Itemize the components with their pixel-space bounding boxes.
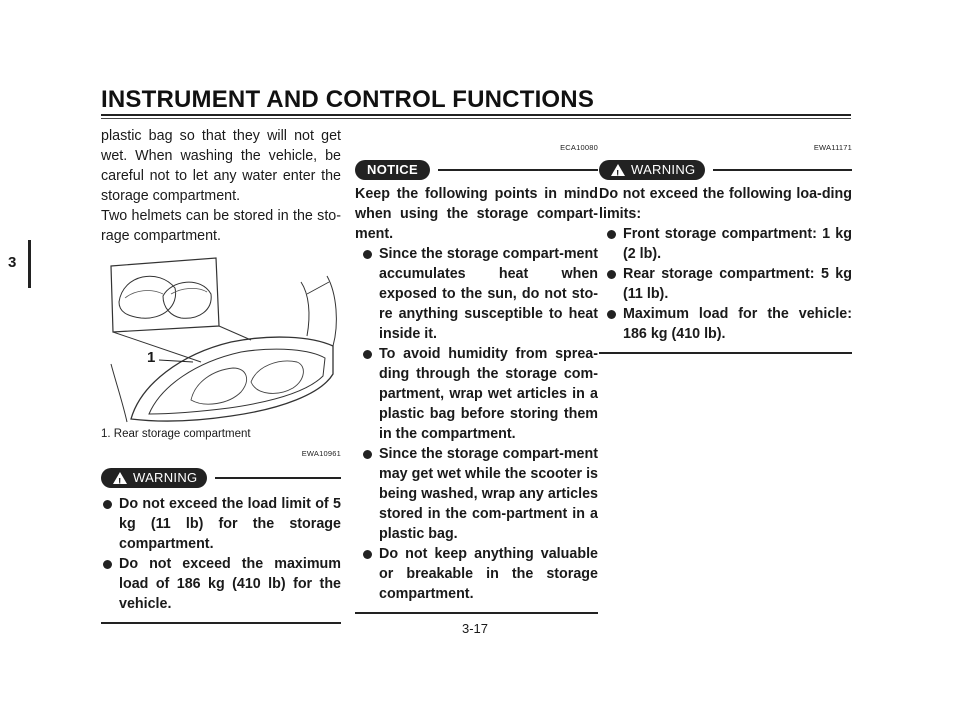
list-item: Do not exceed the load limit of 5 kg (11 lb) for the storage compartment. xyxy=(101,494,341,554)
warning-header xyxy=(101,466,341,490)
page-title: INSTRUMENT AND CONTROL FUNCTIONS xyxy=(101,86,595,113)
warning-triangle-icon xyxy=(113,472,127,484)
notice-label: NOTICE xyxy=(355,160,430,180)
loading-limits-list xyxy=(605,224,852,344)
warning-badge xyxy=(599,160,705,180)
body-paragraph: Two helmets can be stored in the sto-rage compartment. xyxy=(101,208,341,244)
warning-code: EWA10961 xyxy=(301,449,341,458)
list-item: Do not exceed the maximum load of 186 kg (410 lb) for the vehicle. xyxy=(101,554,341,614)
warning-intro: Do not exceed the following loa-ding limits: xyxy=(599,186,852,222)
warning-rule xyxy=(215,477,341,479)
body-paragraph: plastic bag so that they will not get wet. When washing the vehicle, be careful not to let any water enter the storage compartment. xyxy=(101,128,341,204)
list-item: Rear storage compartment: 5 kg (11 lb). xyxy=(605,264,852,304)
warning-header xyxy=(599,158,852,182)
list-item: To avoid humidity from sprea-ding through the storage com-partment, wrap wet articles in a plastic bag before storing them in the compartment. xyxy=(361,344,598,444)
chapter-tab xyxy=(0,240,31,288)
middle-column xyxy=(355,138,598,614)
warning-triangle-icon xyxy=(611,164,625,176)
storage-compartment-figure xyxy=(101,254,341,424)
warning-list xyxy=(101,494,341,614)
page-number: 3-17 xyxy=(462,621,489,636)
notice-intro: Keep the following points in mind when using the storage compart-ment. xyxy=(355,186,598,242)
notice-rule xyxy=(438,169,598,171)
list-item: Since the storage compart-ment may get wet while the scooter is being washed, wrap any articles stored in the com-partment in a plastic bag. xyxy=(361,444,598,544)
header-rule xyxy=(101,114,851,116)
warning-end-rule xyxy=(101,622,341,624)
figure-caption: 1. Rear storage compartment xyxy=(101,428,251,440)
storage-compartment-illustration xyxy=(101,254,341,424)
left-column xyxy=(101,126,341,624)
warning-label: WARNING xyxy=(631,162,696,177)
notice-header xyxy=(355,158,598,182)
header-rule-thin xyxy=(101,118,851,119)
list-item: Since the storage compart-ment accumulates heat when exposed to the sun, do not sto-re anything susceptible to heat inside it. xyxy=(361,244,598,344)
list-item: Maximum load for the vehicle: 186 kg (410 lb). xyxy=(605,304,852,344)
right-column xyxy=(599,138,852,354)
warning-rule xyxy=(713,169,852,171)
figure-callout-1: 1 xyxy=(147,349,156,366)
warning-code: EWA11171 xyxy=(813,143,852,152)
notice-code: ECA10080 xyxy=(560,143,598,152)
list-item: Front storage compartment: 1 kg (2 lb). xyxy=(605,224,852,264)
warning-badge xyxy=(101,468,207,488)
notice-list xyxy=(361,244,598,604)
list-item: Do not keep anything valuable or breakable in the storage compartment. xyxy=(361,544,598,604)
notice-end-rule xyxy=(355,612,598,614)
warning-label: WARNING xyxy=(133,470,198,485)
chapter-number: 3 xyxy=(8,254,17,271)
warning-end-rule xyxy=(599,352,852,354)
